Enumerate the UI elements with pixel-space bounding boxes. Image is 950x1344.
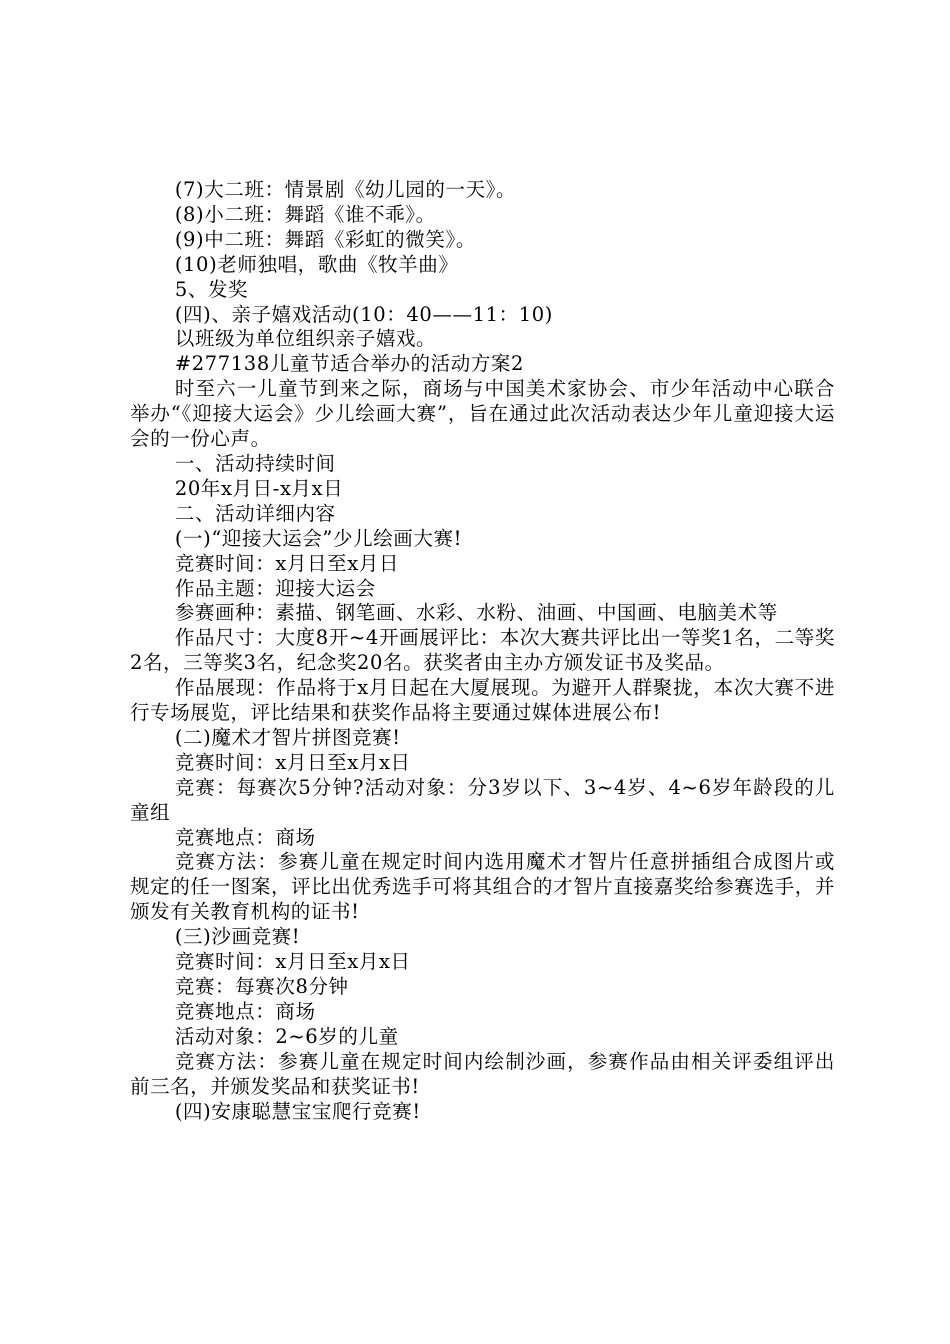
paragraph: (四)安康聪慧宝宝爬行竞赛! (174, 1099, 421, 1123)
paragraph: 竞赛：每赛次8分钟 (174, 975, 349, 998)
paragraph: 竞赛：每赛次5分钟?活动对象：分3岁以下、3~4岁、4~6岁年龄段的儿童组 (130, 775, 835, 824)
paragraph: 竞赛方法：参赛儿童在规定时间内选用魔术才智片任意拼插组合成图片或规定的任一图案，评比出优秀选手可将其组合的才智片直接嘉奖给参赛选手，并颁发有关教育机构的证书! (130, 850, 835, 924)
paragraph: 竞赛地点：商场 (174, 825, 316, 849)
paragraph: 以班级为单位组织亲子嬉戏。 (174, 327, 437, 351)
paragraph: 20年x月日-x月x日 (174, 476, 344, 500)
paragraph: 时至六一儿童节到来之际，商场与中国美术家协会、市少年活动中心联合举办“《迎接大运会》少儿绘画大赛”，旨在通过此次活动表达少年儿童迎接大运会的一份心声。 (130, 377, 835, 451)
paragraph: (三)沙画竞赛! (174, 925, 301, 949)
paragraph: 作品主题：迎接大运会 (174, 576, 376, 600)
paragraph: (一)“迎接大运会”少儿绘画大赛! (174, 526, 463, 550)
paragraph: (10)老师独唱，歌曲《牧羊曲》 (174, 252, 459, 276)
paragraph: 作品尺寸：大度8开~4开画展评比：本次大赛共评比出一等奖1名，二等奖2名，三等奖3名，纪念奖20名。获奖者由主办方颁发证书及奖品。 (130, 626, 835, 675)
paragraph: 竞赛地点：商场 (174, 999, 316, 1023)
paragraph: (8)小二班：舞蹈《谁不乖》。 (174, 202, 436, 226)
paragraph: 参赛画种：素描、钢笔画、水彩、水粉、油画、中国画、电脑美术等 (174, 601, 778, 625)
paragraph: 5、发奖 (174, 277, 249, 301)
paragraph: 竞赛时间：x月日至x月x日 (174, 950, 411, 974)
paragraph: (二)魔术才智片拼图竞赛! (174, 725, 401, 749)
document-body (130, 178, 835, 1124)
paragraph: 二、活动详细内容 (174, 501, 336, 525)
paragraph: 竞赛方法：参赛儿童在规定时间内绘制沙画，参赛作品由相关评委组评出前三名，并颁发奖品和获奖证书! (130, 1049, 835, 1098)
paragraph: (9)中二班：舞蹈《彩虹的微笑》。 (174, 227, 476, 251)
paragraph: (7)大二班：情景剧《幼儿园的一天》。 (174, 178, 517, 201)
paragraph: 竞赛时间：x月日至x月日 (174, 551, 400, 575)
paragraph: 一、活动持续时间 (174, 451, 336, 475)
paragraph: 活动对象：2~6岁的儿童 (174, 1024, 399, 1048)
paragraph: 作品展现：作品将于x月日起在大厦展现。为避开人群聚拢，本次大赛不进行专场展览，评比结果和获奖作品将主要通过媒体进展公布! (130, 676, 835, 725)
paragraph: (四)、亲子嬉戏活动(10：40——11：10) (174, 302, 553, 326)
paragraph: 竞赛时间：x月日至x月x日 (174, 750, 411, 774)
section-heading: #277138儿童节适合举办的活动方案2 (174, 352, 525, 376)
